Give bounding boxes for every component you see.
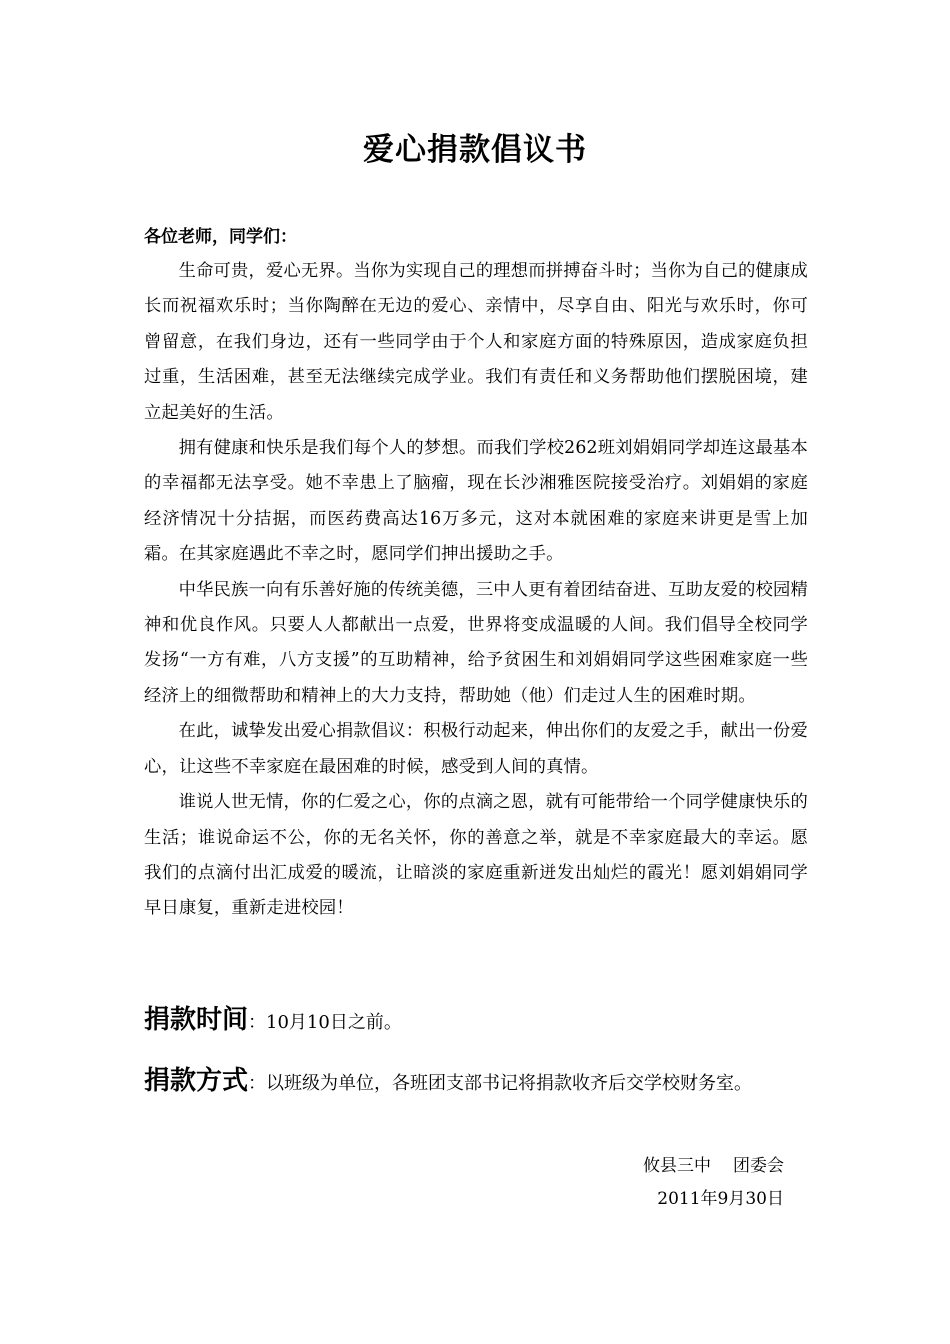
donation-time-label: 捐款时间 xyxy=(144,1005,249,1035)
signature-school: 攸县三中 xyxy=(643,1156,711,1176)
donation-time xyxy=(144,994,808,1049)
signature-date: 2011年9月30日 xyxy=(657,1189,784,1209)
donation-method xyxy=(144,1058,808,1107)
paragraph: 在此，诚挚发出爱心捐款倡议：积极行动起来，伸出你们的友爱之手，献出一份爱心，让这些不幸家庭在最困难的时候，感受到人间的真情。 xyxy=(144,721,808,777)
donation-method-label: 捐款方式 xyxy=(144,1066,249,1096)
document-title: 爱心捐款倡议书 xyxy=(363,132,587,168)
signature-organization xyxy=(643,1151,784,1181)
signature-committee: 团委会 xyxy=(733,1156,784,1176)
document-body xyxy=(144,254,808,927)
salutation: 各位老师，同学们： xyxy=(144,227,297,247)
paragraph: 中华民族一向有乐善好施的传统美德，三中人更有着团结奋进、互助友爱的校园精神和优良作风。只要人人都献出一点爱，世界将变成温暖的人间。我们倡导全校同学发扬“一方有难，八方支援”的互助精神，给予贫困生和刘娟娟同学这些困难家庭一些经济上的细微帮助和精神上的大力支持，帮助她（他）们走过人生的困难时期。 xyxy=(144,579,808,706)
paragraph: 拥有健康和快乐是我们每个人的梦想。而我们学校262班刘娟娟同学却连这最基本的幸福都无法享受。她不幸患上了脑瘤，现在长沙湘雅医院接受治疗。刘娟娟的家庭经济情况十分拮据，而医药费高达16万多元，这对本就困难的家庭来讲更是雪上加霜。在其家庭遇此不幸之时，愿同学们抻出援助之手。 xyxy=(144,438,808,565)
paragraph: 谁说人世无情，你的仁爱之心，你的点滴之恩，就有可能带给一个同学健康快乐的生活；谁说命运不公，你的无名关怀，你的善意之举，就是不幸家庭最大的幸运。愿我们的点滴付出汇成爱的暖流，让暗淡的家庭重新迸发出灿烂的霞光！愿刘娟娟同学早日康复，重新走进校园！ xyxy=(144,792,808,919)
donation-method-value: ：以班级为单位，各班团支部书记将捐款收齐后交学校财务室。 xyxy=(248,1073,753,1094)
donation-time-value: ：10月10日之前。 xyxy=(248,1012,402,1033)
paragraph: 生命可贵，爱心无界。当你为实现自己的理想而拼搏奋斗时；当你为自己的健康成长而祝福欢乐时；当你陶醉在无边的爱心、亲情中，尽享自由、阳光与欢乐时，你可曾留意，在我们身边，还有一些同学由于个人和家庭方面的特殊原因，造成家庭负担过重，生活困难，甚至无法继续完成学业。我们有责任和义务帮助他们摆脱困境，建立起美好的生活。 xyxy=(144,261,808,423)
